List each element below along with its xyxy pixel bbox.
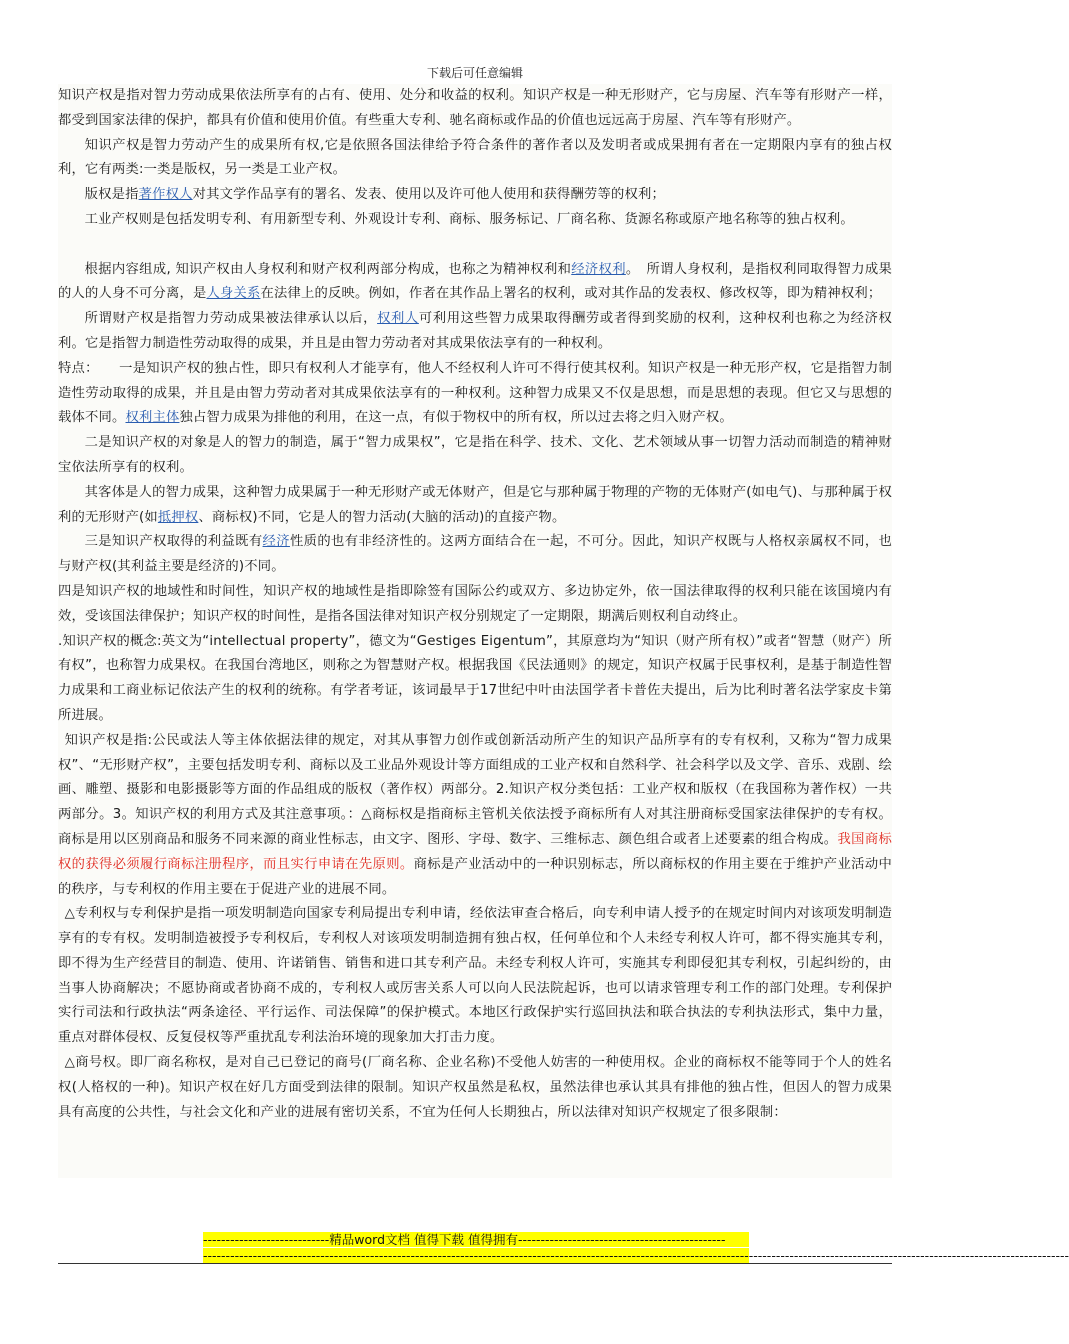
paragraph-13-text-b: 商标是产业活动中的一种识别标志，所以商标权的作用主要在于维护产业活动中的秩序，与专利权的作用主要在于促进产业的进展不同。	[58, 856, 893, 897]
paragraph-13-text-a: 知识产权是指:公民或法人等主体依据法律的规定，对其从事智力创作或创新活动所产生的知识产品所享有的专有权利，又称为“智力成果权”、“无形财产权”，主要包括发明专利、商标以及工业品外观设计等方面组成的工业产权和自然科学、社会科学以及文学、音乐、戏剧、绘画、雕塑、摄影和电影摄影等方面的作品组成的版权（著作权）两部分。2.知识产权分类包括：工业产权和版权（在我国称为著作权）一共两部分。3。知识产权的利用方式及其注意事项。：△商标权是指商标主管机关依法授予商标所有人对其注册商标受国家法律保护的专有权。商标是用以区别商品和服务不同来源的商业性标志，由文字、图形、字母、数字、三维标志、颜色组合或者上述要素的组合构成。	[58, 732, 892, 847]
paragraph-3	[58, 183, 892, 208]
paragraph-9-text-a: 其客体是人的智力成果，这种智力成果属于一种无形财产或无体财产，但是它与那种属于物理的产物的无体财产(如电气)、与那种属于权利的无形财产(如	[58, 484, 892, 525]
paragraph-10	[58, 530, 892, 580]
paragraph-12: .知识产权的概念:英文为“intellectual property”，德文为“Gestiges Eigentum”，其原意均为“知识（财产所有权）”或者“智慧（财产）所有权”，也称智力成果权。在我国台湾地区，则称之为智慧财产权。根据我国《民法通则》的规定，知识产权属于民事权利，是基于制造性智力成果和工商业标记依法产生的权利的统称。有学者考证，该词最早于17世纪中叶由法国学者卡普佐夫提出，后为比利时著名法学家皮卡第所进展。	[58, 633, 892, 723]
paragraph-2: 知识产权是智力劳动产生的成果所有权,它是依照各国法律给予符合条件的著作者以及发明者或成果拥有者在一定期限内享有的独占权利，它有两类:一类是版权，另一类是工业产权。	[58, 137, 892, 178]
paragraph-5-text-b: 。 所谓人身权利，是指权利同取得智力成果的人的人身不可分离，是	[58, 261, 892, 302]
paragraph-11: 四是知识产权的地域性和时间性，知识产权的地域性是指即除签有国际公约或双方、多边协定外，依一国法律取得的权利只能在该国境内有效，受该国法律保护；知识产权的时间性，是指各国法律对知识产权分别规定了一定期限，期满后则权利自动终止。	[58, 583, 892, 624]
paragraph-6-text-b: 可利用这些智力成果取得酬劳或者得到奖励的权利，这种权利也称之为经济权利。它是指智力制造性劳动取得的成果，并且是由智力劳动者对其成果依法享有的一种权利。	[58, 311, 892, 351]
paragraph-3-text-a: 版权是指	[84, 187, 139, 203]
link-right-holder[interactable]: 权利人	[377, 311, 419, 327]
footer-divider	[58, 1263, 892, 1264]
paragraph-1: 知识产权是指对智力劳动成果依法所享有的占有、使用、处分和收益的权利。知识产权是一种无形财产，它与房屋、汽车等有形财产一样，都受到国家法律的保护，都具有价值和使用价值。有些重大专利、驰名商标或作品的价值也远远高于房屋、汽车等有形财产。	[58, 88, 892, 128]
footer-banner-line-2: ------------------------------------------------------------------------------------------------------------------------------------------------------------------------------------------------	[203, 1248, 1069, 1263]
link-copyright-holder[interactable]: 著作权人	[138, 187, 193, 203]
page-header: 下载后可任意编辑	[426, 66, 523, 80]
blank-line	[58, 233, 892, 258]
paragraph-5-text-a: 根据内容组成, 知识产权由人身权利和财产权利两部分构成，也称之为精神权利和	[84, 261, 572, 277]
paragraph-5-text-c: 在法律上的反映。例如，作者在其作品上署名的权利，或对其作品的发表权、修改权等，即为精神权利；	[260, 286, 882, 302]
paragraph-7-text-b: 独占智力成果为排他的利用，在这一点，有似于物权中的所有权，所以过去将之归入财产权。	[179, 410, 733, 426]
paragraph-13	[58, 729, 892, 903]
link-right-subject[interactable]: 权利主体	[125, 410, 180, 426]
paragraph-9-text-b: 、商标权)不同，它是人的智力活动(大脑的活动)的直接产物。	[198, 509, 566, 525]
link-economic-rights[interactable]: 经济权利	[571, 261, 626, 277]
paragraph-15: △商号权。即厂商名称权，是对自己已登记的商号(厂商名称、企业名称)不受他人妨害的一种使用权。企业的商标权不能等同于个人的姓名权(人格权的一种)。知识产权在好几方面受到法律的限制。知识产权虽然是私权，虽然法律也承认其具有排他的独占性，但因人的智力成果具有高度的公共性，与社会文化和产业的进展有密切关系，不宜为任何人长期独占，所以法律对知识产权规定了很多限制：	[58, 1055, 892, 1120]
document-body	[58, 84, 892, 1178]
paragraph-7-text-a: 特点： 一是知识产权的独占性，即只有权利人才能享有，他人不经权利人许可不得行使其权利。知识产权是一种无形产权，它是指智力制造性劳动取得的成果，并且是由智力劳动者对其成果依法享有的一种权利。这种智力成果又不仅是思想，而是思想的表现。但它又与思想的载体不同。	[58, 360, 892, 426]
paragraph-5	[58, 258, 892, 308]
paragraph-3-text-b: 对其文学作品享有的署名、发表、使用以及许可他人使用和获得酬劳等的权利；	[192, 187, 665, 203]
paragraph-6-text-a: 所谓财产权是指智力劳动成果被法律承认以后，	[84, 311, 378, 327]
link-personal-relationship[interactable]: 人身关系	[206, 286, 261, 302]
paragraph-8: 二是知识产权的对象是人的智力的制造，属于“智力成果权”，它是指在科学、技术、文化、艺术领域从事一切智力活动而制造的精神财宝依法所享有的权利。	[58, 435, 892, 475]
footer-banner-line-1: ----------------------------精品word文档 值得下载 值得拥有----------------------------------------------	[203, 1232, 749, 1247]
paragraph-10-text-b: 性质的也有非经济性的。这两方面结合在一起，不可分。因此，知识产权既与人格权亲属权不同，也与财产权(其利益主要是经济的)不同。	[58, 534, 893, 575]
link-economy[interactable]: 经济	[262, 534, 290, 550]
paragraph-14: △专利权与专利保护是指一项发明制造向国家专利局提出专利申请，经依法审查合格后，向专利申请人授予的在规定时间内对该项发明制造享有的专有权。发明制造被授予专利权后，专利权人对该项发明制造拥有独占权，任何单位和个人未经专利权人许可，都不得实施其专利，即不得为生产经营目的制造、使用、许诺销售、销售和进口其专利产品。未经专利权人许可，实施其专利即侵犯其专利权，引起纠纷的，由当事人协商解决；不愿协商或者协商不成的，专利权人或厉害关系人可以向人民法院起诉，也可以请求管理专利工作的部门处理。专利保护实行司法和行政执法“两条途径、平行运作、司法保障”的保护模式。本地区行政保护实行巡回执法和联合执法的专利执法形式，集中力量，重点对群体侵权、反复侵权等严重扰乱专利法治环境的现象加大打击力度。	[58, 906, 892, 1046]
trademark-registration-highlight: 我国商标权的获得必须履行商标注册程序，而且实行申请在先原则。	[58, 831, 892, 872]
paragraph-9	[58, 481, 892, 531]
paragraph-10-text-a: 三是知识产权取得的利益既有	[84, 534, 263, 550]
link-mortgage-right[interactable]: 抵押权	[157, 509, 199, 525]
paragraph-4: 工业产权则是包括发明专利、有用新型专利、外观设计专利、商标、服务标记、厂商名称、货源名称或原产地名称等的独占权利。	[84, 211, 854, 227]
paragraph-7	[58, 357, 892, 431]
paragraph-6	[58, 307, 892, 357]
